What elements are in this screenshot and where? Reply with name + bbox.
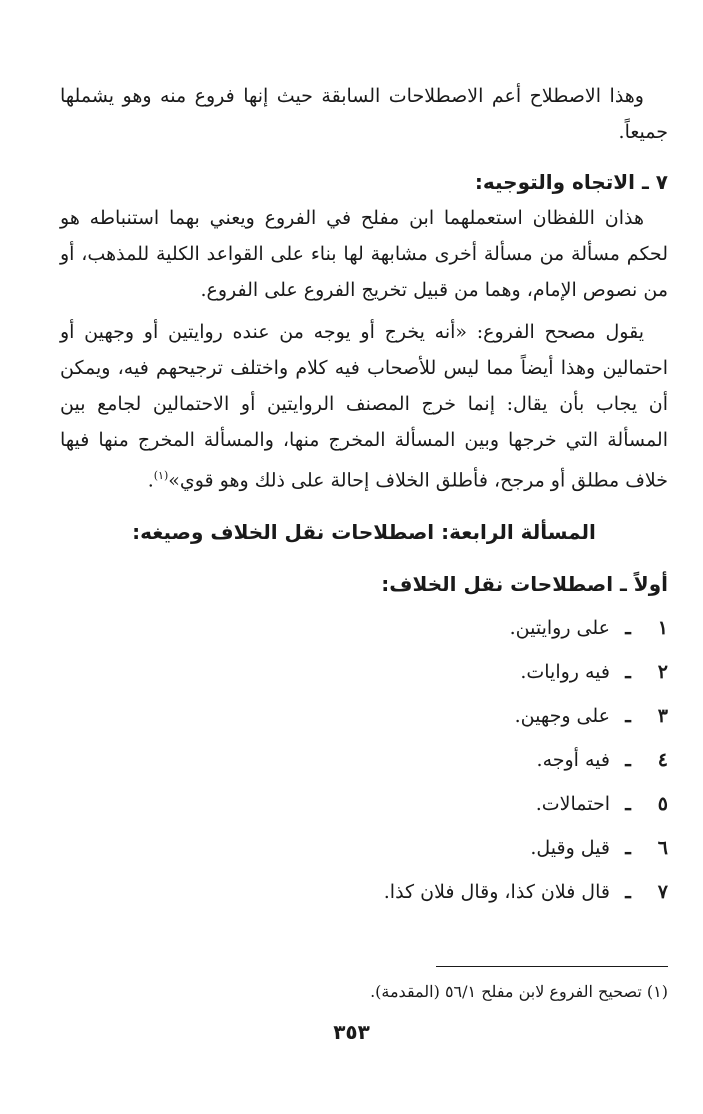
list-item-number: ٦	[657, 837, 668, 860]
list-item-dash: ـ	[625, 881, 631, 904]
section7-paragraph: هذان اللفظان استعملهما ابن مفلح في الفروع ويعني بهما استنباطه هو لحكم مسألة من مسألة أخرى مشابهة لها بناء على القواعد الكلية للمذهب، أو من نصوص الإمام، وهما من قبيل تخريج الفروع على الفروع.	[60, 207, 668, 301]
list-item	[60, 738, 668, 782]
list-item-dash: ـ	[625, 837, 631, 860]
list-item-number: ٥	[657, 793, 668, 816]
list-item-dash: ـ	[625, 617, 631, 640]
footnote-marker: (١)	[153, 469, 169, 482]
quote-text: يقول مصحح الفروع: «أنه يخرج أو يوجه من عنده روايتين أو وجهين أو احتمالين وهذا أيضاً مما ليس للأصحاب فيه كلام واختلف ترجيحهم فيه، ويمكن أن يجاب بأن يقال: إنما خرج المصنف الروايتين أو الاحتمالين لجامع بين المسألة التي خرجها وبين المسألة المخرج منها، والمسألة المخرج منها فيها خلاف مطلق أو مرجح، فأطلق الخلاف إحالة على ذلك وهو قوي»	[60, 321, 668, 492]
list-item-number: ١	[657, 617, 668, 640]
list-item-text: قال فلان كذا، وقال فلان كذا.	[383, 881, 610, 904]
list-item-text: على وجهين.	[514, 705, 610, 728]
footnote-divider	[436, 966, 668, 967]
list-item-number: ٣	[657, 705, 668, 728]
list-item	[60, 826, 668, 870]
list-item-text: فيه أوجه.	[536, 749, 610, 772]
list-item	[60, 694, 668, 738]
list-item-dash: ـ	[625, 661, 631, 684]
list-item	[60, 782, 668, 826]
list-item-number: ٢	[657, 661, 668, 684]
list-item-dash: ـ	[625, 749, 631, 772]
page-number: ٣٥٣	[333, 1020, 370, 1044]
section7-quote	[60, 314, 668, 498]
page-body	[60, 78, 668, 914]
list-item	[60, 870, 668, 914]
footnote: (١) تصحيح الفروع لابن مفلح ٥٦/١ (المقدمة).	[370, 982, 668, 1001]
list-item	[60, 650, 668, 694]
list-item-text: فيه روايات.	[520, 661, 610, 684]
list-item-dash: ـ	[625, 705, 631, 728]
list-item-number: ٧	[657, 881, 668, 904]
section7-heading: ٧ ـ الاتجاه والتوجيه:	[474, 170, 668, 194]
quote-end: .	[147, 469, 154, 492]
list-item-dash: ـ	[625, 793, 631, 816]
intro-paragraph: وهذا الاصطلاح أعم الاصطلاحات السابقة حيث إنها فروع منه وهو يشملها جميعاً.	[60, 85, 668, 143]
subsection-heading: أولاً ـ اصطلاحات نقل الخلاف:	[381, 572, 668, 597]
section-title: المسألة الرابعة: اصطلاحات نقل الخلاف وصيغه:	[132, 520, 596, 545]
list-item-text: احتمالات.	[535, 793, 610, 816]
list-item	[60, 606, 668, 650]
list	[60, 606, 668, 914]
list-item-number: ٤	[657, 749, 668, 772]
list-item-text: على روايتين.	[509, 617, 610, 640]
list-item-text: قيل وقيل.	[530, 837, 610, 860]
